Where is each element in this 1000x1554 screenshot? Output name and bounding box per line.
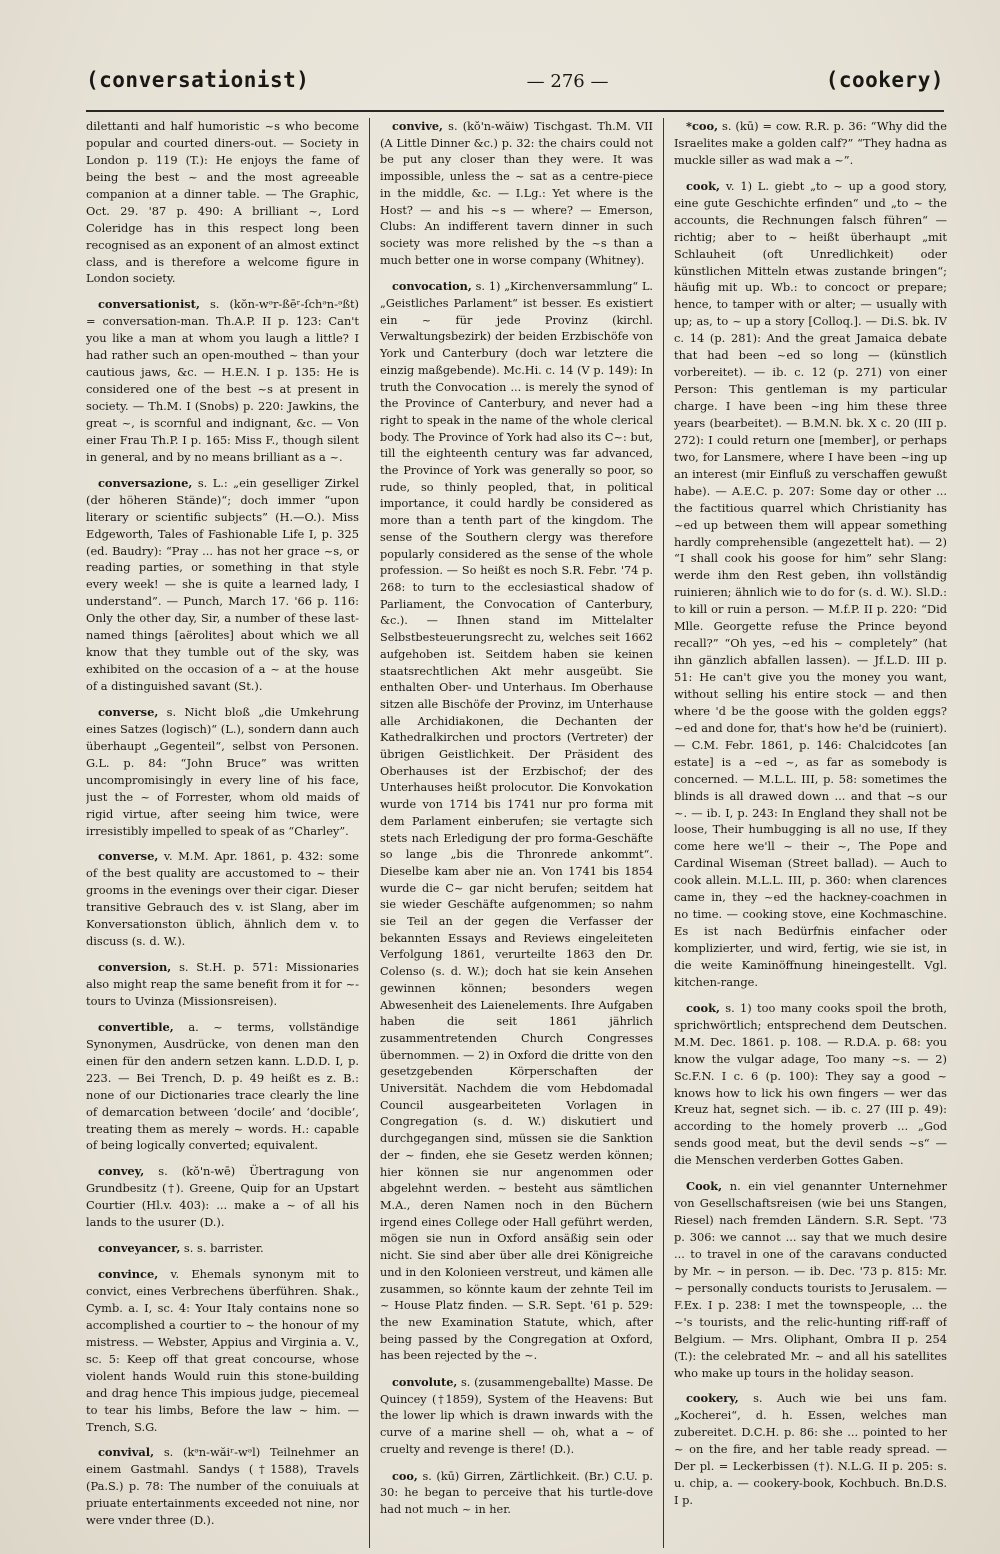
entry-body: s. (kū) Girren, Zärtlichkeit. (Br.) C.U. p. 30: he began to perceive that his turtle-dove had not much ~ in her. bbox=[380, 1469, 654, 1516]
entry-headword: convolute, bbox=[392, 1375, 458, 1390]
dictionary-entry bbox=[86, 296, 359, 465]
entry-body: s. (kŏn-wᵊr-ßēʳ-ſchᵊn-ᵊßt) = conversation-man. Th.A.P. II p. 123: Can't you like a man at whom you laugh a little? I had rather such an open-mouthed ~ than your cautious jaws, &c. — H.E.N. I p. 135: He is considered one of the best ~s at present in society. — Th.M. I (Snobs) p. 220: Jawkins, the great ~, is scornful and indignant, &c. — Von einer Frau Th.P. I p. 165: Miss F., though silent in general, and by no means brilliant as a ~. bbox=[86, 297, 360, 464]
entry-body: s. Nicht bloß „die Umkehrung eines Satzes (logisch)“ (L.), sondern dann auch überhaupt „Gegenteil“, selbst von Personen. G.L. p. 84: “John Bruce” was written uncompromisingly in every line of his face, just the ~ of Forrester, whom old maids of rigid virtue, after seeing him twice, were irresistibly impelled to speak of as “Charley”. bbox=[86, 704, 359, 838]
dictionary-entry bbox=[86, 848, 359, 950]
entry-headword: conveyancer, bbox=[98, 1241, 181, 1256]
dictionary-entry bbox=[674, 178, 947, 991]
entry-headword: convey, bbox=[98, 1164, 145, 1179]
entry-headword: cook, bbox=[686, 178, 720, 193]
dictionary-entry bbox=[380, 278, 653, 1365]
dictionary-entry bbox=[86, 704, 359, 840]
entry-body: s. 1) too many cooks spoil the broth, sprichwörtlich; entsprechend dem Deutschen. M.M. Dec. 1861. p. 108. — R.D.A. p. 68: you know the vulgar adage, Too many ~s. — 2) Sc.F.N. I c. 6 (p. 100): They say a good ~ knows how to lick his own fingers — wer das Kreuz hat, segnet sich. — ib. c. 27 (III p. 49): according to the homely proverb ... „God sends good meat, but the devil sends ~s“ — die Menschen verderben Gottes Gaben. bbox=[674, 1000, 947, 1168]
dictionary-entry bbox=[380, 118, 653, 269]
entry-body: s. s. barrister. bbox=[183, 1241, 264, 1256]
entry-headword: cook, bbox=[686, 1000, 720, 1015]
entry-headword: convince, bbox=[98, 1267, 159, 1282]
dictionary-entry bbox=[86, 475, 359, 695]
entry-body: s. L.: „ein geselliger Zirkel (der höheren Stände)“; doch immer “upon literary or scientific subjects” (H.—O.). Miss Edgeworth, Tales of Fashionable Life I, p. 325 (ed. Baudry): “Pray ... has not her grace ~s, or reading parties, or something in that style every week! — she is quite a learned lady, I understand”. — Punch, March 17. '66 p. 116: Only the other day, Sir, a number of these last-named things [aërolites] about which we all know that they tumble out of the sky, was exhibited on the occasion of a ~ at the house of a distinguished savant (St.). bbox=[86, 475, 359, 693]
entry-body: v. 1) L. giebt „to ~ up a good story, eine gute Geschichte erfinden“ und „to ~ the accounts, die Rechnungen falsch führen“ — richtig; aber to ~ heißt überhaupt „mit Schlauheit (oft Unredlichkeit) oder künstlichen Mitteln etwas zustande bringen“; häufig mit up. Wb.: to concoct or prepare; hence, to tamper with or alter; — usually with up; as, to ~ up a story [Colloq.]. — Di.S. bk. IV c. 14 (p. 281): And the great Jamaica debate that had been ~ed so long — (künstlich vorbereitet). — ib. c. 12 (p. 271) von einer Person: This gentleman is my particular charge. I have been ~ing him these three years (bearbeitet). — B.M.N. bk. X c. 20 (III p. 272): I could return one [member], or perhaps two, for Lansmere, where I have been ~ing up an interest (mir Einfluß zu verschaffen gewußt habe). — A.E.C. p. 207: Some day or other ... the factitious quarrel which Christianity has ~ed up between them will appear something hardly comprehensible (angezettelt hat). — 2) “I shall cook his goose for him” sehr Slang: werde ihm den Rest geben, ihn vollständig ruinieren; ähnlich wie to do for (s. d. W.). Sl.D.: to kill or ruin a person. — M.f.P. II p. 220: “Did Mlle. Georgette refuse the Prince beyond recall?” “Oh yes, ~ed his ~ completely” (hat ihn gänzlich abfallen lassen). — Jf.L.D. III p. 51: He can't give you the money you want, without selling his entire stock — and then where 'd be the goose with the golden eggs? ~ed and done for, that's how he'd be (ruiniert). — C.M. Febr. 1861, p. 146: Chalcidcotes [an estate] is a ~ed ~, as far as somebody is concerned. — M.L.L. III, p. 58: sometimes the blinds is all drawed down ... and that ~s our ~. — ib. I, p. 243: In England they shall not be loose, Their humbugging is all no use, If they come here we'll ~ their ~, The Pope and Cardinal Wiseman (Street ballad). — Auch to cook allein. M.L.L. III, p. 360: when clarences came in, they ~ed the hackney-coachmen in no time. — cooking stove, eine Kochmaschine. Es ist nach Bedürfnis einfacher oder komplizierter, und wird, fertig, wie sie ist, in die weite Kaminöffnung hineingestellt. Vgl. kitchen-range. bbox=[674, 178, 947, 989]
dictionary-entry bbox=[674, 1390, 947, 1509]
entry-body: dilettanti and half humoristic ~s who become popular and courted diners-out. — Society in London p. 119 (T.): He enjoys the fame of being the best ~ and the most agreeable companion at a dinner table. — The Graphic, Oct. 29. '87 p. 490: A brilliant ~, Lord Coleridge has in this respect long been recognised as an exponent of an almost extinct class, and is therefore a welcome figure in London society. bbox=[86, 119, 359, 286]
header-right-guideword: (cookery) bbox=[825, 68, 944, 92]
entry-headword: converse, bbox=[98, 849, 159, 864]
page-header bbox=[86, 68, 944, 104]
entry-headword: *coo, bbox=[686, 119, 719, 133]
dictionary-entry bbox=[86, 1163, 359, 1231]
dictionary-entry bbox=[86, 1019, 359, 1155]
entry-headword: converse, bbox=[98, 704, 159, 719]
dictionary-entry bbox=[380, 1468, 653, 1519]
entry-body: s. Auch wie bei uns fam. „Kocherei“, d. h. Essen, welches man zubereitet. D.C.H. p. 86: she ... pointed to her ~ on the fire, and her table ready spread. — Der pl. = Leckerbissen (†). N.L.G. II p. 205: s. u. chip, a. — cookery-book, Kochbuch. Bn.D.S. I p. bbox=[674, 1391, 947, 1508]
dictionary-entry bbox=[674, 118, 947, 169]
entry-headword: convive, bbox=[392, 119, 443, 133]
entry-headword: conversazione, bbox=[98, 475, 193, 490]
dictionary-entry bbox=[86, 118, 359, 287]
entry-body: v. Ehemals synonym mit to convict, eines Verbrechens überführen. Shak., Cymb. a. I, sc. 4: Your Italy contains none so accomplished a courtier to ~ the honour of my mistress. — Webster, Appius and Virginia a. V., sc. 5: Keep off that great concourse, whose violent hands Would ruin this stone-building and drag hence This impious judge, piecemeal to tear his limbs, Before the law ~ him. — Trench, S.G. bbox=[86, 1267, 359, 1434]
entry-headword: conversationist, bbox=[98, 297, 200, 312]
entry-body: n. ein viel genannter Unternehmer von Gesellschaftsreisen (wie bei uns Stangen, Riesel) nach fremden Ländern. S.R. Sept. '73 p. 306: we cannot ... say that we much desire ... to travel in one of the caravans conducted by Mr. ~ in person. — ib. Dec. '73 p. 815: Mr. ~ personally conducts tourists to Jerusalem. — F.Ex. I p. 238: I met the townspeople, ... the ~'s tourists, and the relic-hunting riff-raff of Belgium. — Mrs. Oliphant, Ombra II p. 254 (T.): the celebrated Mr. ~ and all his satellites who make up tours in the holiday season. bbox=[674, 1179, 947, 1380]
entry-body: s. (kū) = cow. R.R. p. 36: “Why did the Israelites make a golden calf?” “They hadna as muckle siller as wad mak a ~”. bbox=[674, 119, 947, 167]
entry-headword: convocation, bbox=[392, 279, 472, 294]
entry-headword: Cook, bbox=[686, 1179, 723, 1194]
dictionary-entry bbox=[86, 1266, 359, 1435]
entry-body: v. M.M. Apr. 1861, p. 432: some of the best quality are accustomed to ~ their grooms in the evenings over their cigar. Dieser transitive Gebrauch des v. ist Slang, aber im Konversationston üblich, ähnlich dem v. to discuss (s. d. W.). bbox=[86, 849, 359, 949]
entry-headword: convival, bbox=[98, 1445, 155, 1460]
dictionary-entry bbox=[86, 1444, 359, 1529]
entry-body: s. (kŏ'n-wē) Übertragung von Grundbesitz (†). Greene, Quip for an Upstart Courtier (Hl.v. 403): ... make a ~ of all his lands to the usurer (D.). bbox=[86, 1164, 359, 1230]
entry-body: s. (kŏ'n-wăiw) Tischgast. Th.M. VII (A Little Dinner &c.) p. 32: the chairs could not be put any closer than they were. It was impossible, unless the ~ sat as a centre-piece in the middle, &c. — I.Lg.: Yet where is the Host? — and his ~s — where? — Emerson, Clubs: An indifferent tavern dinner in such society was more relished by the ~s than a much better one in worse company (Whitney). bbox=[380, 120, 654, 267]
dictionary-entry bbox=[674, 1178, 947, 1381]
dictionary-entry bbox=[674, 1000, 947, 1169]
entry-body: s. (zusammengeballte) Masse. De Quincey (†1859), System of the Heavens: But the lower lip which is drawn inwards with the curve of a marine shell — oh, what a ~ of cruelty and revenge is there! (D.). bbox=[380, 1376, 654, 1456]
entry-headword: cookery, bbox=[686, 1391, 739, 1406]
entry-body: s. 1) „Kirchenversammlung“ L. „Geistliches Parlament“ ist besser. Es existiert ein ~ für jede Provinz (kirchl. Verwaltungsbezirk) der beiden Erzbischöfe von York und Canterbury (doch war letztere die einzig maßgebende). Mc.Hi. c. 14 (V p. 149): In truth the Convocation ... is merely the synod of the Province of Canterbury, and never had a right to speak in the name of the whole clerical body. The Province of York had also its C~: but, till the eighteenth century was far advanced, the Province of York was generally so poor, so rude, so thinly peopled, that, in political importance, it could hardly be considered as more than a tenth part of the kingdom. The sense of the Southern clergy was therefore popularly considered as the sense of the whole profession. — So heißt es noch S.R. Febr. '74 p. 268: to turn to the ecclesiastical shadow of Parliament, the Convocation of Canterbury, &c.). — Ihnen stand im Mittelalter Selbstbesteuerungsrecht zu, welches seit 1662 aufgehoben ist. Seitdem haben sie keinen staatsrechtlichen Akt mehr ausgeübt. Sie enthalten Ober- und Unterhaus. Im Oberhause sitzen alle Bischöfe der Provinz, im Unterhause alle Archidiakonen, die Dechanten der Kathedralkirchen und proctors (Vertreter) der übrigen Geistlichkeit. Der Präsident des Oberhauses ist der Erzbischof; der des Unterhauses heißt prolocutor. Die Konvokation wurde von 1714 bis 1741 nur pro forma mit dem Parlament einberufen; sie vertagte sich stets nach Erledigung der pro forma-Geschäfte so lange „bis die Thronrede ankommt“. Dieselbe kam aber nie an. Von 1741 bis 1854 wurde die C~ gar nicht berufen; seitdem hat sie wieder Geschäfte aufgenommen; so nahm sie Teil an der gegen die Verfasser der bekannten Essays and Reviews eingeleiteten Verfolgung 1861, verurteilte 1863 den Dr. Colenso (s. d. W.); doch hat sie kein Ansehen gewinnen können; besonders wegen Abwesenheit des Laienelements. Ihre Aufgaben haben die seit 1861 jährlich zusammentretenden Church Congresses übernommen. — 2) in Oxford die dritte von den gesetzgebenden Körperschaften der Universität. Nachdem die vom Hebdomadal Council ausgearbeiteten Vorlagen in Congregation (s. d. W.) diskutiert und durchgegangen sind, müssen sie die Sanktion der ~ finden, ehe sie Gesetz werden können; hier können sie nur angenommen oder abgelehnt werden. ~ besteht aus sämtlichen M.A., deren Namen noch in den Büchern irgend eines College oder Hall geführt werden, mögen sie nun in Oxford ansäßig sein oder nicht. Sie sind aber über alle drei Königreiche und in den Kolonieen verstreut, und kämen alle zusammen, so könnte kaum der zehnte Teil im ~ House Platz finden. — S.R. Sept. '61 p. 529: the new Examination Statute, which, after being passed by the Congregation at Oxford, has been rejected by the ~. bbox=[380, 280, 654, 1363]
entry-headword: conversion, bbox=[98, 960, 172, 975]
column-3 bbox=[663, 118, 947, 1548]
entry-body: a. ~ terms, vollständige Synonymen, Ausdrücke, von denen man den einen für den andern setzen kann. L.D.D. I, p. 223. — Bei Trench, D. p. 49 heißt es z. B.: none of our Dictionaries trace clearly the line of demarcation between ‘docile’ and ‘docible’, treating them as merely ~ words. H.: capable of being logically converted; equivalent. bbox=[86, 1019, 359, 1153]
dictionary-entry bbox=[86, 959, 359, 1010]
header-left-guideword: (conversationist) bbox=[86, 68, 310, 92]
entry-body: s. (kᵊn-wăiʳ-wᵊl) Teilnehmer an einem Gastmahl. Sandys (†1588), Travels (Pa.S.) p. 78: The number of the conuiuals at priuate entertainments exceeded not nine, nor were vnder three (D.). bbox=[86, 1445, 359, 1528]
header-rule bbox=[86, 110, 944, 112]
column-1 bbox=[86, 118, 369, 1548]
dictionary-entry bbox=[380, 1374, 653, 1459]
entry-headword: coo, bbox=[392, 1468, 418, 1483]
page-number: — 276 — bbox=[526, 71, 609, 92]
dictionary-entry bbox=[86, 1240, 359, 1257]
entry-body: s. St.H. p. 571: Missionaries also might reap the same benefit from it for ~-tours to Uvinza (Missionsreisen). bbox=[86, 960, 359, 1008]
column-2 bbox=[369, 118, 663, 1548]
text-columns bbox=[86, 118, 948, 1548]
entry-headword: convertible, bbox=[98, 1019, 174, 1034]
